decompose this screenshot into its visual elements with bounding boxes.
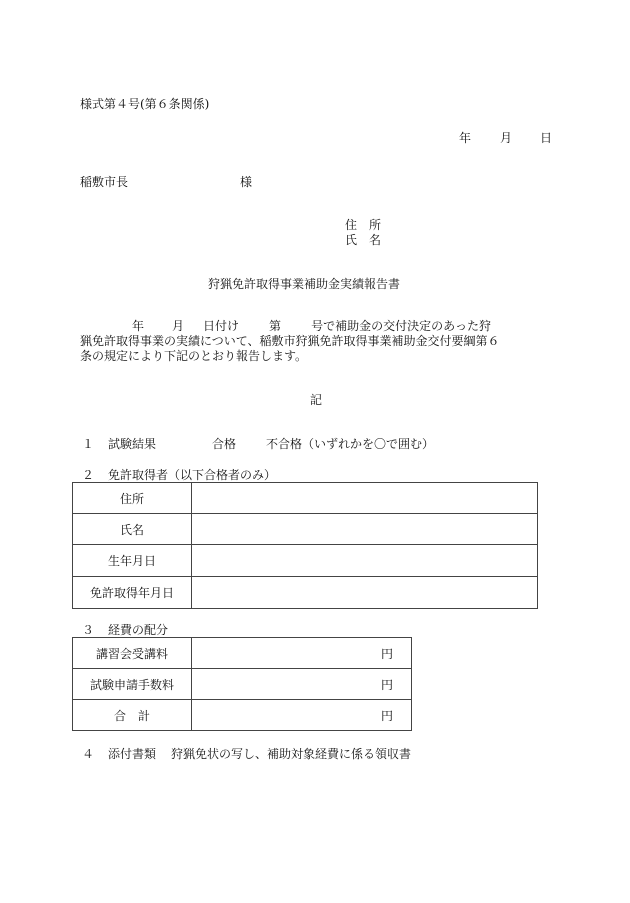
expense-row-label: 講習会受講料 bbox=[73, 638, 192, 669]
item3-number: ３ bbox=[82, 623, 95, 637]
ki-heading: 記 bbox=[310, 393, 323, 407]
item2-number: ２ bbox=[82, 468, 95, 482]
body-line-1 bbox=[80, 319, 550, 334]
item1-pass[interactable]: 合格 bbox=[212, 437, 237, 451]
licensee-row-label: 住所 bbox=[73, 483, 192, 514]
expense-row-label: 合 計 bbox=[73, 700, 192, 731]
body-month: 月 bbox=[172, 319, 185, 333]
body-rest: 号で補助金の交付決定のあった狩 bbox=[311, 319, 491, 333]
table-row bbox=[73, 700, 412, 731]
table-row bbox=[73, 669, 412, 700]
item4-number: ４ bbox=[82, 747, 95, 761]
licensee-address-field[interactable] bbox=[192, 483, 538, 514]
item1-fail[interactable]: 不合格（いずれかを〇で囲む） bbox=[266, 437, 435, 451]
body-line-2: 猟免許取得事業の実績について、稲敷市狩猟免許取得事業補助金交付要綱第６ bbox=[80, 334, 500, 348]
expense-row-label: 試験申請手数料 bbox=[73, 669, 192, 700]
item1-number: １ bbox=[82, 437, 95, 451]
licensee-row-label: 氏名 bbox=[73, 514, 192, 545]
body-line-3: 条の規定により下記のとおり報告します。 bbox=[80, 349, 308, 363]
applicant-address-label: 住 所 bbox=[345, 218, 382, 232]
body-dated: 日付け bbox=[203, 319, 240, 333]
expense-amount-field[interactable]: 円 bbox=[192, 669, 412, 700]
table-row bbox=[73, 483, 538, 514]
expense-table bbox=[72, 637, 412, 731]
body-dai: 第 bbox=[269, 319, 282, 333]
body-year: 年 bbox=[132, 319, 145, 333]
licensee-birthdate-field[interactable] bbox=[192, 545, 538, 577]
licensee-row-label: 生年月日 bbox=[73, 545, 192, 577]
item3-label: 経費の配分 bbox=[108, 623, 169, 637]
applicant-name-label: 氏 名 bbox=[345, 233, 382, 247]
date-month: 月 bbox=[500, 131, 513, 145]
document-title: 狩猟免許取得事業補助金実績報告書 bbox=[208, 277, 401, 291]
addressee-honorific: 様 bbox=[240, 175, 253, 189]
table-row bbox=[73, 514, 538, 545]
table-row bbox=[73, 577, 538, 609]
item1-label: 試験結果 bbox=[108, 437, 157, 451]
item4-label: 添付書類 bbox=[108, 747, 157, 761]
expense-total-field[interactable]: 円 bbox=[192, 700, 412, 731]
licensee-table bbox=[72, 482, 538, 609]
item4-text: 狩猟免状の写し、補助対象経費に係る領収書 bbox=[171, 747, 412, 761]
expense-amount-field[interactable]: 円 bbox=[192, 638, 412, 669]
licensee-row-label: 免許取得年月日 bbox=[73, 577, 192, 609]
licensee-name-field[interactable] bbox=[192, 514, 538, 545]
body-paragraph bbox=[80, 319, 550, 364]
table-row bbox=[73, 638, 412, 669]
table-row bbox=[73, 545, 538, 577]
item2-label: 免許取得者（以下合格者のみ） bbox=[108, 468, 277, 482]
addressee-name: 稲敷市長 bbox=[80, 175, 129, 189]
licensee-license-date-field[interactable] bbox=[192, 577, 538, 609]
date-day: 日 bbox=[540, 131, 553, 145]
date-year: 年 bbox=[459, 131, 472, 145]
form-number: 様式第４号(第６条関係) bbox=[80, 97, 210, 111]
